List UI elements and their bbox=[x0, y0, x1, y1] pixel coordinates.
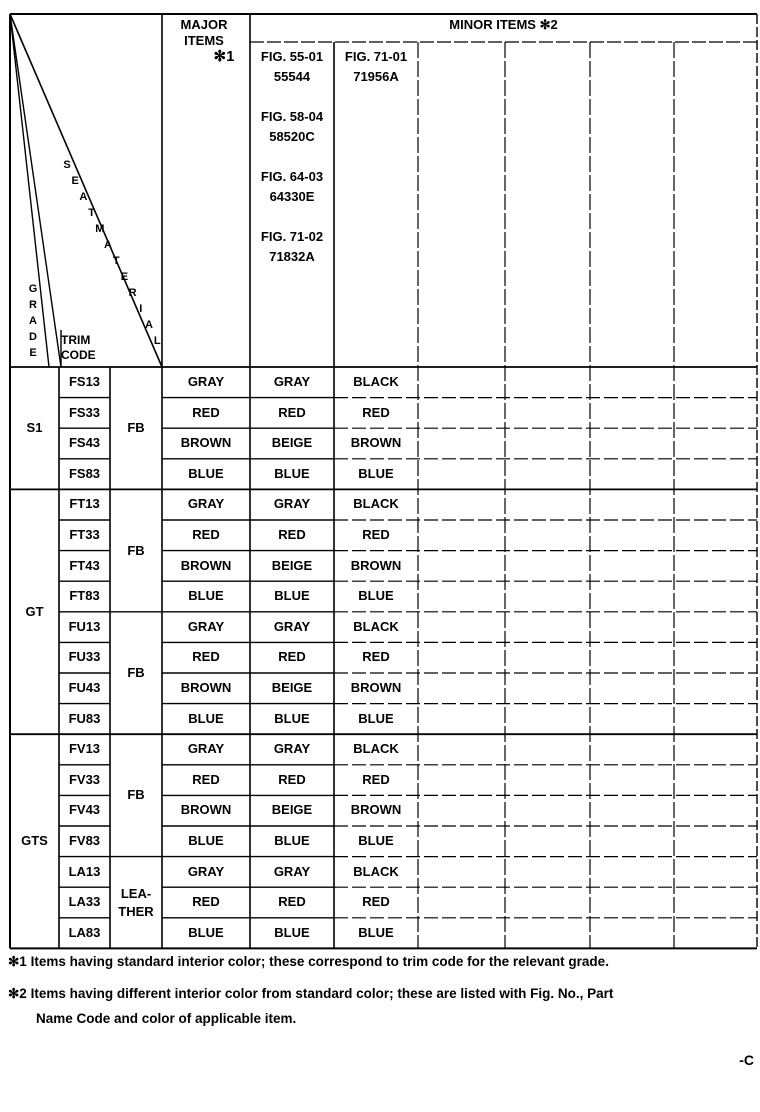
grade-heading-letter: D bbox=[29, 331, 37, 343]
seat-material-letter: T bbox=[112, 255, 120, 267]
minor-color-cell-1: BEIGE bbox=[271, 557, 313, 573]
minor-color-cell-2: BROWN bbox=[350, 680, 402, 695]
grade-heading-letter: E bbox=[29, 347, 37, 359]
minor-color-cell-1: BEIGE bbox=[271, 680, 313, 695]
material-label: LEA- bbox=[120, 885, 152, 901]
seat-material-letter: E bbox=[120, 271, 129, 283]
trim-code-cell: FS43 bbox=[68, 435, 101, 451]
major-items-note-mark: ✻1 bbox=[213, 48, 235, 65]
material-label: FB bbox=[127, 665, 145, 680]
trim-code-cell: FS13 bbox=[68, 374, 101, 389]
minor-col1-part-ref: FIG. 55-01 bbox=[260, 49, 324, 64]
minor-color-cell-2: BLACK bbox=[353, 741, 399, 757]
minor-col1-part-ref: 64330E bbox=[269, 189, 315, 204]
major-color-cell: RED bbox=[192, 894, 220, 910]
minor-color-cell-1: GRAY bbox=[273, 374, 311, 389]
page-marker: -C bbox=[739, 1052, 754, 1068]
minor-color-cell-1: GRAY bbox=[273, 496, 311, 512]
minor-color-cell-1: GRAY bbox=[273, 863, 311, 879]
seat-material-letter: M bbox=[95, 223, 105, 235]
seat-material-letter: T bbox=[88, 207, 95, 219]
trim-code-cell: FT33 bbox=[69, 527, 100, 542]
major-color-cell: GRAY bbox=[187, 618, 225, 634]
grade-label: GT bbox=[25, 603, 44, 619]
major-color-cell: BLUE bbox=[188, 710, 224, 726]
trim-code-cell: FV43 bbox=[68, 802, 101, 818]
minor-col2-part-ref: 71956A bbox=[353, 69, 399, 84]
minor-color-cell-2: BROWN bbox=[350, 435, 402, 451]
trim-code-cell: LA33 bbox=[68, 894, 101, 910]
minor-color-cell-2: BLUE bbox=[358, 924, 394, 940]
minor-color-cell-1: GRAY bbox=[273, 618, 311, 634]
trim-code-cell: FT43 bbox=[69, 557, 100, 573]
trim-code-cell: FU43 bbox=[68, 680, 101, 695]
seat-material-letter: I bbox=[139, 303, 143, 315]
footnote-1: ✻1 Items having standard interior color; these correspond to trim code for the relevant grade. bbox=[8, 954, 609, 969]
seat-material-letter: A bbox=[79, 191, 88, 203]
grade-label: S1 bbox=[26, 420, 43, 436]
major-color-cell: GRAY bbox=[187, 741, 225, 757]
grade-heading-letter: G bbox=[28, 283, 38, 295]
footnote-2-line-1: ✻2 Items having different interior color from standard color; these are listed with Fig. No., Part bbox=[8, 986, 614, 1001]
major-color-cell: BLUE bbox=[188, 465, 224, 481]
minor-color-cell-1: RED bbox=[278, 894, 306, 910]
trim-code-cell: FT83 bbox=[69, 588, 100, 604]
trim-code-heading: CODE bbox=[61, 348, 96, 362]
minor-col2-part-ref: FIG. 71-01 bbox=[344, 49, 408, 64]
trim-code-cell: FU13 bbox=[68, 618, 101, 634]
seat-material-letter: L bbox=[153, 335, 161, 347]
minor-color-cell-2: BLUE bbox=[358, 465, 394, 481]
seat-material-letter: S bbox=[63, 159, 71, 171]
minor-color-cell-1: BEIGE bbox=[271, 435, 313, 451]
trim-code-cell: FU33 bbox=[68, 649, 101, 665]
trim-code-cell: FV13 bbox=[68, 741, 101, 757]
minor-color-cell-1: RED bbox=[278, 649, 306, 665]
minor-items-heading: MINOR ITEMS ✻2 bbox=[449, 17, 558, 32]
minor-color-cell-1: GRAY bbox=[273, 741, 311, 757]
minor-color-cell-2: RED bbox=[362, 894, 390, 910]
major-color-cell: BROWN bbox=[180, 680, 232, 695]
minor-color-cell-1: BLUE bbox=[274, 833, 310, 848]
trim-code-cell: FV83 bbox=[68, 833, 101, 848]
minor-col1-part-ref: 55544 bbox=[273, 69, 311, 84]
major-color-cell: GRAY bbox=[187, 863, 225, 879]
seat-material-letter: R bbox=[128, 287, 137, 299]
trim-code-cell: LA13 bbox=[68, 863, 101, 879]
material-label: FB bbox=[127, 787, 145, 803]
minor-color-cell-1: BLUE bbox=[274, 924, 310, 940]
minor-col1-part-ref: 58520C bbox=[269, 129, 315, 144]
major-color-cell: BLUE bbox=[188, 924, 224, 940]
trim-code-cell: FT13 bbox=[69, 496, 100, 512]
minor-color-cell-2: BLUE bbox=[358, 710, 394, 726]
minor-col1-part-ref: 71832A bbox=[269, 249, 315, 264]
major-color-cell: BLUE bbox=[188, 833, 224, 848]
seat-material-letter: A bbox=[104, 239, 112, 251]
minor-col1-part-ref: FIG. 58-04 bbox=[260, 109, 324, 124]
major-color-cell: BROWN bbox=[180, 435, 232, 451]
minor-color-cell-2: RED bbox=[362, 649, 390, 665]
seat-material-letter: E bbox=[71, 175, 79, 187]
minor-col1-part-ref: FIG. 71-02 bbox=[260, 229, 324, 244]
minor-color-cell-2: BLUE bbox=[358, 588, 394, 604]
minor-col1-part-ref: FIG. 64-03 bbox=[260, 169, 324, 184]
major-color-cell: GRAY bbox=[187, 496, 225, 512]
trim-code-cell: FV33 bbox=[68, 771, 101, 787]
minor-color-cell-2: BLACK bbox=[353, 863, 399, 879]
grade-heading-letter: A bbox=[29, 315, 37, 327]
minor-color-cell-2: RED bbox=[362, 527, 390, 542]
major-color-cell: RED bbox=[192, 649, 220, 665]
minor-color-cell-1: BEIGE bbox=[271, 802, 313, 818]
major-color-cell: RED bbox=[192, 527, 220, 542]
minor-color-cell-1: RED bbox=[278, 527, 306, 542]
material-label: FB bbox=[127, 542, 145, 558]
major-color-cell: RED bbox=[192, 404, 220, 420]
minor-color-cell-1: RED bbox=[278, 771, 306, 787]
grade-heading-letter: R bbox=[29, 299, 37, 311]
minor-color-cell-2: BLACK bbox=[353, 374, 399, 389]
major-color-cell: RED bbox=[192, 771, 220, 787]
minor-color-cell-2: RED bbox=[362, 404, 390, 420]
minor-color-cell-1: BLUE bbox=[274, 588, 310, 604]
minor-color-cell-1: BLUE bbox=[274, 710, 310, 726]
major-color-cell: BROWN bbox=[180, 802, 232, 818]
major-items-heading: ITEMS bbox=[184, 33, 224, 48]
minor-color-cell-2: BLACK bbox=[353, 618, 399, 634]
major-color-cell: GRAY bbox=[187, 374, 225, 389]
minor-color-cell-1: BLUE bbox=[274, 465, 310, 481]
grade-label: GTS bbox=[21, 833, 48, 849]
material-label: THER bbox=[118, 903, 154, 919]
major-color-cell: BROWN bbox=[180, 557, 232, 573]
major-color-cell: BLUE bbox=[188, 588, 224, 604]
minor-color-cell-2: RED bbox=[362, 771, 390, 787]
trim-code-cell: FS33 bbox=[68, 404, 101, 420]
trim-code-cell: FS83 bbox=[68, 465, 101, 481]
trim-code-cell: LA83 bbox=[68, 924, 101, 940]
footnote-2-line-2: Name Code and color of applicable item. bbox=[36, 1011, 297, 1026]
minor-color-cell-2: BLACK bbox=[353, 496, 399, 512]
minor-color-cell-2: BLUE bbox=[358, 833, 394, 848]
minor-color-cell-2: BROWN bbox=[350, 557, 402, 573]
minor-color-cell-2: BROWN bbox=[350, 802, 402, 818]
trim-code-cell: FU83 bbox=[68, 710, 101, 726]
minor-color-cell-1: RED bbox=[278, 404, 306, 420]
major-items-heading: MAJOR bbox=[180, 17, 228, 32]
trim-code-heading: TRIM bbox=[61, 333, 91, 347]
material-label: FB bbox=[127, 420, 145, 436]
seat-material-letter: A bbox=[145, 319, 153, 331]
